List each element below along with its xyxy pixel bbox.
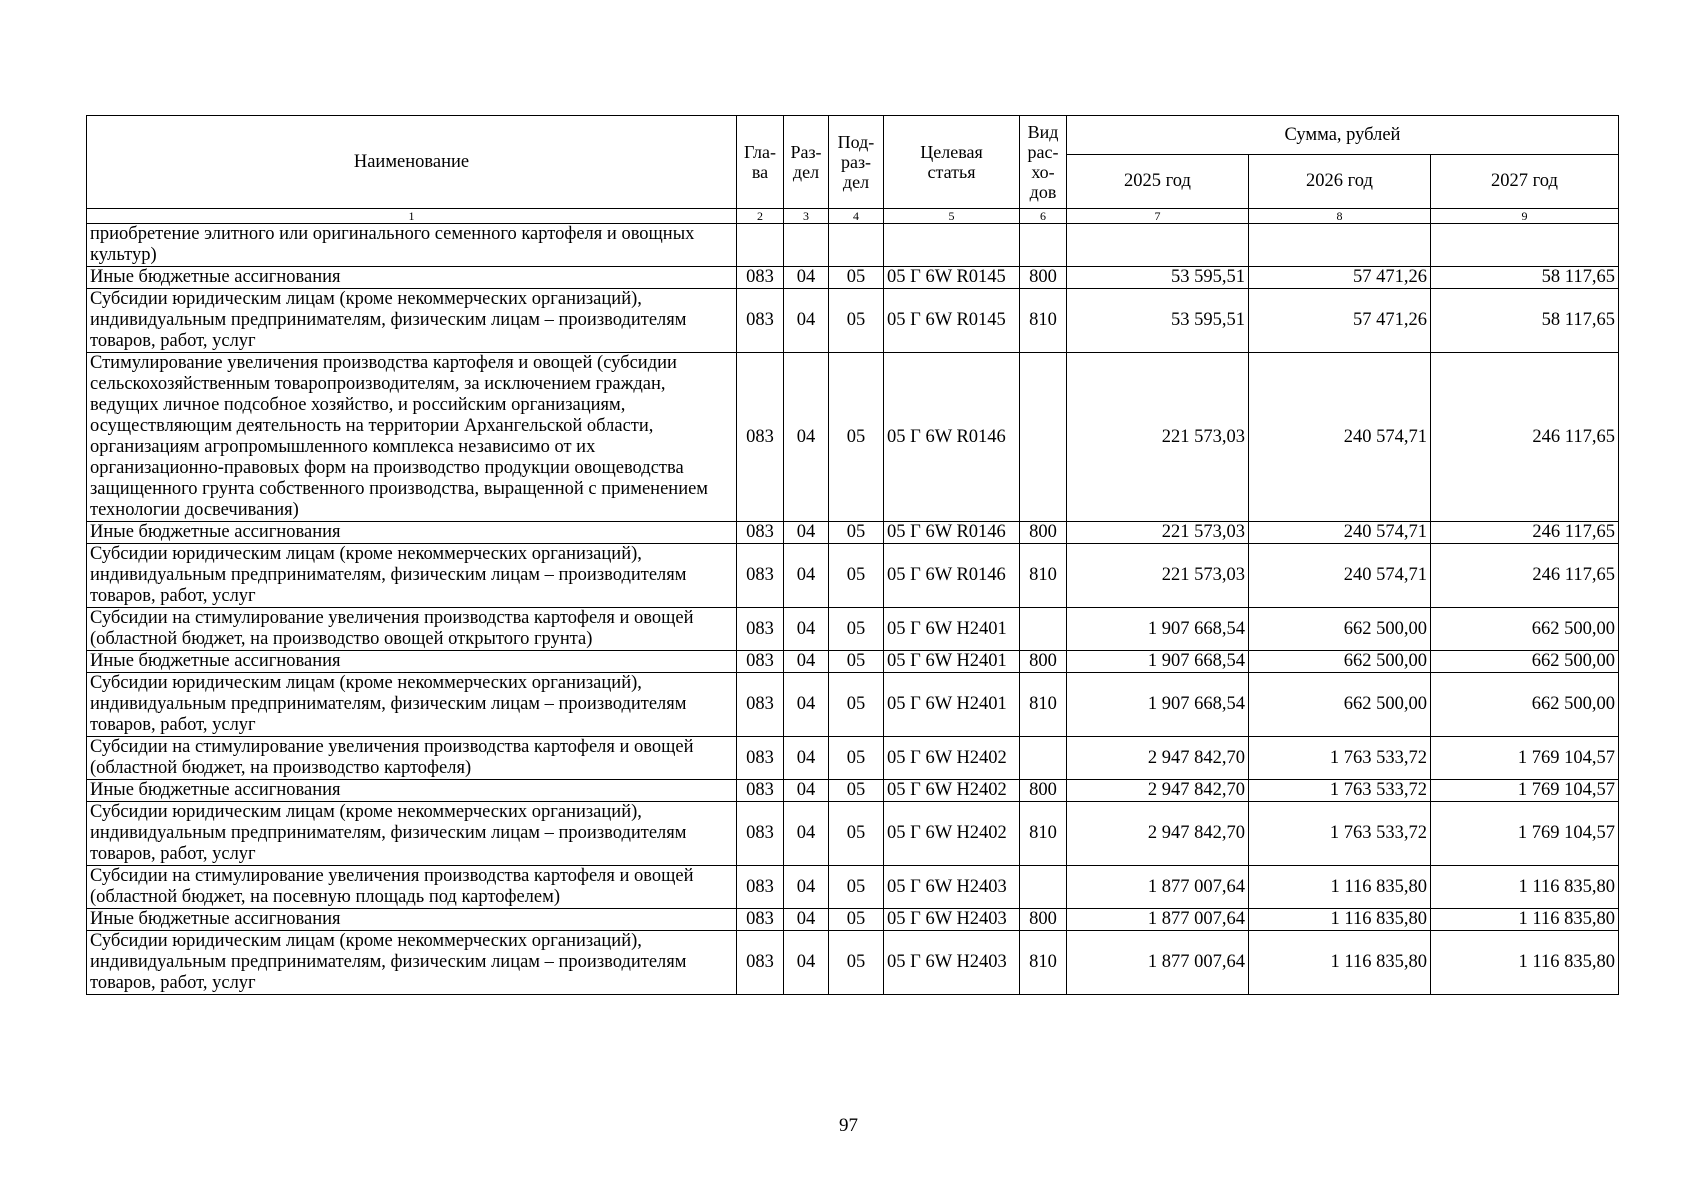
row-expense-type-cell [1020,608,1067,651]
row-name-cell: Стимулирование увеличения производства картофеля и овощей (субсидии сельскохозяйственным товаропроизводителям, за исключением граждан, ведущих личное подсобное хозяйство, и российским организациям, осуществляющим деятельность на территории Архангельской области, организациям агропромышленного комплекса независимо от их организационно-правовых форм на производство продукции овощеводства защищенного грунта собственного производства, выращенной с применением технологии досвечивания) [87,353,737,522]
row-subsection-cell: 05 [829,289,884,353]
row-name-cell: Субсидии на стимулирование увеличения производства картофеля и овощей (областной бюджет, на производство картофеля) [87,737,737,780]
table-row [87,737,1619,780]
row-sum-2027-cell: 246 117,65 [1431,544,1619,608]
row-chapter-cell: 083 [737,802,784,866]
row-chapter-cell: 083 [737,673,784,737]
header-section: Раз- дел [784,116,829,209]
row-sum-2025-cell: 221 573,03 [1067,544,1249,608]
row-name-cell: Иные бюджетные ассигнования [87,522,737,544]
row-chapter-cell: 083 [737,737,784,780]
row-sum-2025-cell: 1 907 668,54 [1067,608,1249,651]
row-target-article-cell: 05 Г 6W R0145 [884,289,1020,353]
row-target-article-cell: 05 Г 6W R0146 [884,353,1020,522]
row-chapter-cell: 083 [737,909,784,931]
row-sum-2027-cell [1431,224,1619,267]
row-section-cell: 04 [784,931,829,995]
row-sum-2025-cell: 1 907 668,54 [1067,651,1249,673]
row-sum-2027-cell: 1 116 835,80 [1431,866,1619,909]
row-sum-2025-cell: 53 595,51 [1067,267,1249,289]
row-chapter-cell: 083 [737,651,784,673]
row-expense-type-cell [1020,866,1067,909]
row-sum-2027-cell: 662 500,00 [1431,673,1619,737]
row-name-cell: Субсидии на стимулирование увеличения производства картофеля и овощей (областной бюджет, на производство овощей открытого грунта) [87,608,737,651]
header-sum-group: Сумма, рублей [1067,116,1619,155]
row-sum-2025-cell: 221 573,03 [1067,522,1249,544]
row-expense-type-cell: 800 [1020,522,1067,544]
header-year-2027: 2027 год [1431,155,1619,209]
row-section-cell: 04 [784,737,829,780]
row-section-cell: 04 [784,289,829,353]
table-row [87,224,1619,267]
row-sum-2025-cell: 1 877 007,64 [1067,931,1249,995]
row-name-cell: Субсидии юридическим лицам (кроме некоммерческих организаций), индивидуальным предпринимателям, физическим лицам – производителям товаров, работ, услуг [87,673,737,737]
row-section-cell: 04 [784,353,829,522]
row-sum-2025-cell [1067,224,1249,267]
row-sum-2027-cell: 1 769 104,57 [1431,737,1619,780]
column-number: 4 [829,209,884,224]
table-row [87,289,1619,353]
table-row [87,651,1619,673]
row-sum-2025-cell: 1 877 007,64 [1067,866,1249,909]
page-number: 97 [839,1115,858,1136]
row-sum-2027-cell: 246 117,65 [1431,353,1619,522]
row-name-cell: Субсидии юридическим лицам (кроме некоммерческих организаций), индивидуальным предпринимателям, физическим лицам – производителям товаров, работ, услуг [87,544,737,608]
row-chapter-cell: 083 [737,522,784,544]
row-subsection-cell: 05 [829,780,884,802]
row-chapter-cell [737,224,784,267]
row-sum-2027-cell: 1 769 104,57 [1431,780,1619,802]
row-sum-2026-cell: 1 763 533,72 [1249,780,1431,802]
row-sum-2027-cell: 58 117,65 [1431,289,1619,353]
row-subsection-cell: 05 [829,673,884,737]
row-section-cell: 04 [784,608,829,651]
row-chapter-cell: 083 [737,544,784,608]
row-section-cell: 04 [784,866,829,909]
table-row [87,522,1619,544]
row-section-cell: 04 [784,802,829,866]
row-section-cell: 04 [784,780,829,802]
row-sum-2026-cell: 662 500,00 [1249,673,1431,737]
table-row [87,802,1619,866]
row-name-cell: Субсидии юридическим лицам (кроме некоммерческих организаций), индивидуальным предпринимателям, физическим лицам – производителям товаров, работ, услуг [87,931,737,995]
row-subsection-cell [829,224,884,267]
row-sum-2026-cell: 1 116 835,80 [1249,931,1431,995]
header-year-2025: 2025 год [1067,155,1249,209]
table-header [87,116,1619,224]
row-chapter-cell: 083 [737,931,784,995]
column-number-row [87,209,1619,224]
table-row [87,267,1619,289]
row-chapter-cell: 083 [737,608,784,651]
row-sum-2026-cell: 1 763 533,72 [1249,737,1431,780]
row-target-article-cell: 05 Г 6W R0145 [884,267,1020,289]
row-name-cell: Субсидии юридическим лицам (кроме некоммерческих организаций), индивидуальным предпринимателям, физическим лицам – производителям товаров, работ, услуг [87,289,737,353]
row-section-cell: 04 [784,544,829,608]
row-subsection-cell: 05 [829,608,884,651]
row-subsection-cell: 05 [829,353,884,522]
column-number: 8 [1249,209,1431,224]
header-expense-type: Вид рас- хо- дов [1020,116,1067,209]
row-sum-2026-cell: 240 574,71 [1249,522,1431,544]
row-sum-2025-cell: 1 877 007,64 [1067,909,1249,931]
table-row [87,780,1619,802]
row-name-cell: Субсидии на стимулирование увеличения производства картофеля и овощей (областной бюджет, на посевную площадь под картофелем) [87,866,737,909]
column-number: 2 [737,209,784,224]
row-target-article-cell: 05 Г 6W Н2403 [884,866,1020,909]
row-expense-type-cell: 810 [1020,802,1067,866]
table-row [87,931,1619,995]
row-sum-2027-cell: 246 117,65 [1431,522,1619,544]
header-target-article: Целевая статья [884,116,1020,209]
header-chapter: Гла- ва [737,116,784,209]
row-sum-2026-cell [1249,224,1431,267]
budget-table [86,115,1619,995]
row-sum-2026-cell: 1 116 835,80 [1249,866,1431,909]
row-sum-2026-cell: 1 116 835,80 [1249,909,1431,931]
row-target-article-cell: 05 Г 6W Н2402 [884,780,1020,802]
row-target-article-cell: 05 Г 6W R0146 [884,522,1020,544]
row-subsection-cell: 05 [829,931,884,995]
row-section-cell: 04 [784,651,829,673]
table-body [87,224,1619,995]
row-sum-2025-cell: 1 907 668,54 [1067,673,1249,737]
table-row [87,866,1619,909]
row-sum-2027-cell: 662 500,00 [1431,651,1619,673]
column-number: 5 [884,209,1020,224]
row-expense-type-cell: 800 [1020,780,1067,802]
row-section-cell: 04 [784,909,829,931]
column-number: 9 [1431,209,1619,224]
row-name-cell: Субсидии юридическим лицам (кроме некоммерческих организаций), индивидуальным предпринимателям, физическим лицам – производителям товаров, работ, услуг [87,802,737,866]
row-sum-2025-cell: 2 947 842,70 [1067,737,1249,780]
row-section-cell [784,224,829,267]
row-subsection-cell: 05 [829,909,884,931]
row-target-article-cell: 05 Г 6W Н2403 [884,909,1020,931]
row-sum-2026-cell: 240 574,71 [1249,353,1431,522]
row-sum-2026-cell: 662 500,00 [1249,608,1431,651]
row-name-cell: Иные бюджетные ассигнования [87,651,737,673]
row-sum-2025-cell: 221 573,03 [1067,353,1249,522]
row-sum-2027-cell: 1 116 835,80 [1431,909,1619,931]
row-expense-type-cell [1020,353,1067,522]
row-sum-2027-cell: 1 116 835,80 [1431,931,1619,995]
row-sum-2026-cell: 57 471,26 [1249,267,1431,289]
row-name-cell: Иные бюджетные ассигнования [87,267,737,289]
row-name-cell: Иные бюджетные ассигнования [87,909,737,931]
row-sum-2025-cell: 53 595,51 [1067,289,1249,353]
row-name-cell: Иные бюджетные ассигнования [87,780,737,802]
row-sum-2027-cell: 662 500,00 [1431,608,1619,651]
row-sum-2026-cell: 1 763 533,72 [1249,802,1431,866]
row-expense-type-cell: 800 [1020,909,1067,931]
column-number: 6 [1020,209,1067,224]
row-subsection-cell: 05 [829,267,884,289]
column-number: 3 [784,209,829,224]
row-subsection-cell: 05 [829,737,884,780]
row-chapter-cell: 083 [737,353,784,522]
row-expense-type-cell [1020,737,1067,780]
row-target-article-cell: 05 Г 6W Н2402 [884,737,1020,780]
header-year-2026: 2026 год [1249,155,1431,209]
row-sum-2027-cell: 1 769 104,57 [1431,802,1619,866]
table-row [87,608,1619,651]
row-subsection-cell: 05 [829,866,884,909]
row-name-cell: приобретение элитного или оригинального семенного картофеля и овощных культур) [87,224,737,267]
row-sum-2026-cell: 662 500,00 [1249,651,1431,673]
row-subsection-cell: 05 [829,522,884,544]
row-expense-type-cell: 810 [1020,931,1067,995]
row-chapter-cell: 083 [737,866,784,909]
row-sum-2025-cell: 2 947 842,70 [1067,802,1249,866]
column-number: 1 [87,209,737,224]
row-subsection-cell: 05 [829,544,884,608]
column-number: 7 [1067,209,1249,224]
table-row [87,673,1619,737]
row-section-cell: 04 [784,522,829,544]
row-chapter-cell: 083 [737,267,784,289]
row-expense-type-cell: 810 [1020,544,1067,608]
row-expense-type-cell: 810 [1020,673,1067,737]
row-target-article-cell: 05 Г 6W Н2402 [884,802,1020,866]
row-sum-2025-cell: 2 947 842,70 [1067,780,1249,802]
row-target-article-cell: 05 Г 6W Н2401 [884,673,1020,737]
row-expense-type-cell [1020,224,1067,267]
header-name: Наименование [87,116,737,209]
table-row [87,544,1619,608]
row-subsection-cell: 05 [829,802,884,866]
row-target-article-cell [884,224,1020,267]
row-subsection-cell: 05 [829,651,884,673]
table-row [87,909,1619,931]
row-expense-type-cell: 800 [1020,267,1067,289]
row-expense-type-cell: 800 [1020,651,1067,673]
row-target-article-cell: 05 Г 6W Н2403 [884,931,1020,995]
row-target-article-cell: 05 Г 6W Н2401 [884,608,1020,651]
header-subsection: Под- раз- дел [829,116,884,209]
row-expense-type-cell: 810 [1020,289,1067,353]
row-target-article-cell: 05 Г 6W R0146 [884,544,1020,608]
row-section-cell: 04 [784,673,829,737]
row-section-cell: 04 [784,267,829,289]
row-sum-2026-cell: 240 574,71 [1249,544,1431,608]
row-target-article-cell: 05 Г 6W Н2401 [884,651,1020,673]
row-sum-2026-cell: 57 471,26 [1249,289,1431,353]
row-chapter-cell: 083 [737,289,784,353]
row-chapter-cell: 083 [737,780,784,802]
row-sum-2027-cell: 58 117,65 [1431,267,1619,289]
table-row [87,353,1619,522]
